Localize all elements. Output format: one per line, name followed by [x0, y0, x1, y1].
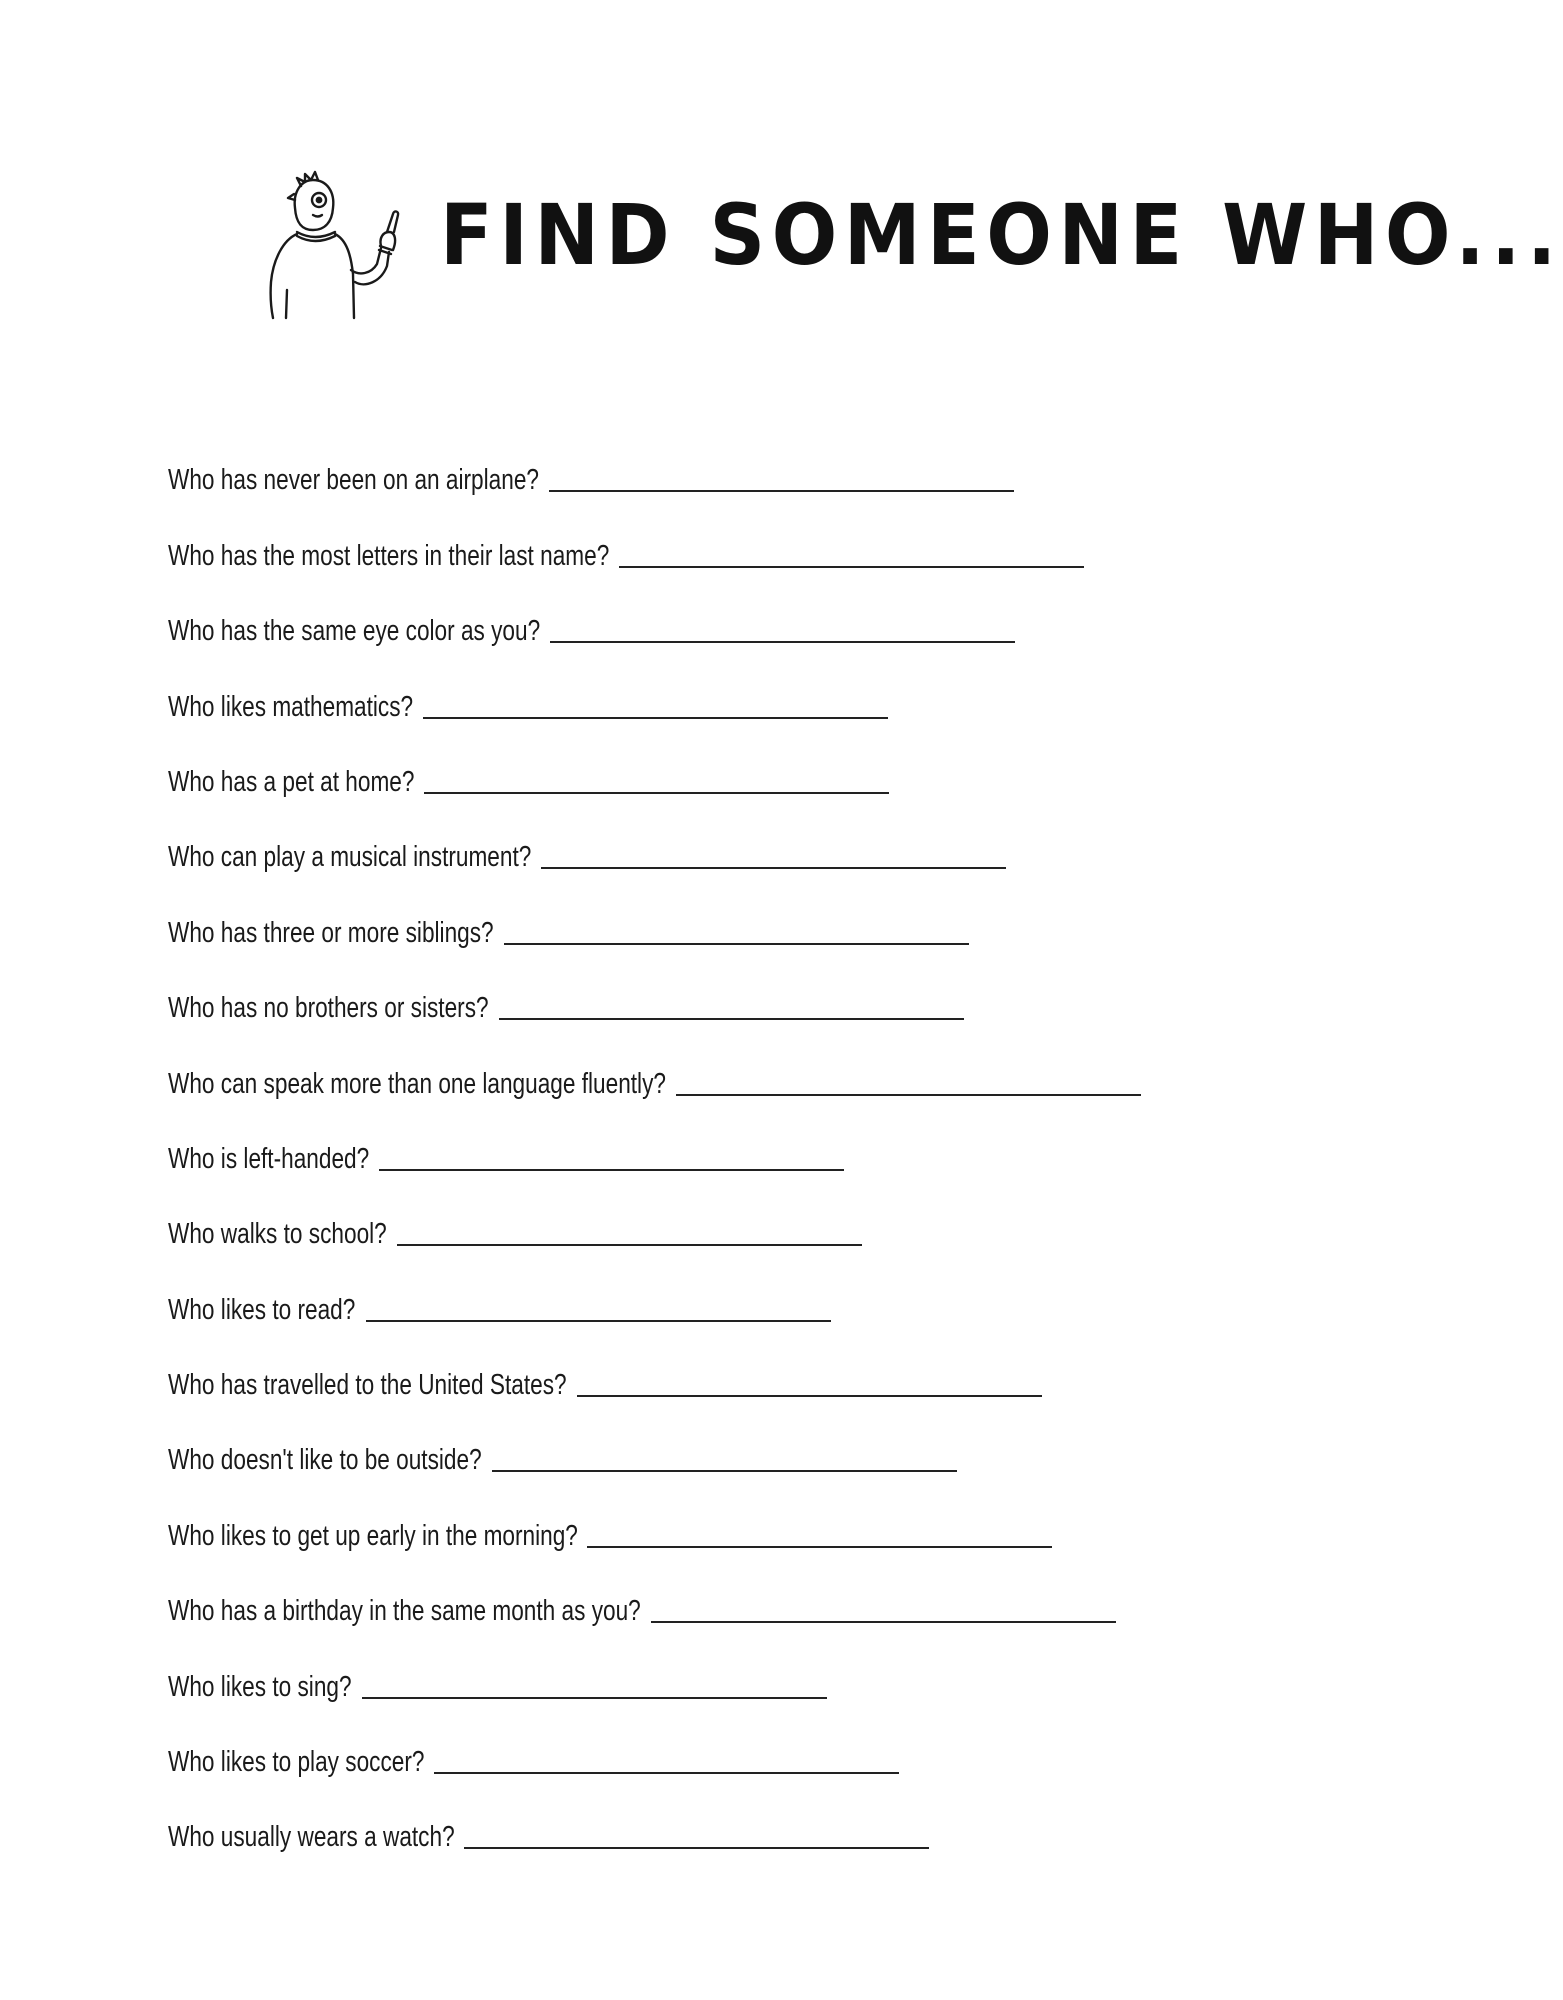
question-item	[168, 1405, 1141, 1480]
question-text: Who can speak more than one language fluently?	[168, 1067, 666, 1100]
header	[0, 170, 1563, 330]
question-item	[168, 1556, 1141, 1631]
question-text: Who has three or more siblings?	[168, 916, 494, 949]
answer-line[interactable]	[397, 1244, 862, 1246]
question-text: Who is left-handed?	[168, 1142, 370, 1175]
question-item	[168, 651, 1141, 726]
answer-line[interactable]	[676, 1094, 1141, 1096]
question-item	[168, 802, 1141, 877]
question-text: Who likes to get up early in the morning?	[168, 1519, 578, 1552]
question-item	[168, 1707, 1141, 1782]
answer-line[interactable]	[492, 1470, 957, 1472]
answer-line[interactable]	[549, 490, 1014, 492]
question-text: Who likes mathematics?	[168, 690, 414, 723]
question-text: Who can play a musical instrument?	[168, 841, 532, 874]
answer-line[interactable]	[423, 717, 888, 719]
page-title: FIND SOMEONE WHO...	[440, 186, 1563, 284]
question-item	[168, 1330, 1141, 1405]
question-text: Who has the most letters in their last name?	[168, 539, 610, 572]
question-text: Who has a pet at home?	[168, 765, 415, 798]
answer-line[interactable]	[587, 1546, 1052, 1548]
question-item	[168, 1028, 1141, 1103]
answer-line[interactable]	[464, 1847, 929, 1849]
question-text: Who has never been on an airplane?	[168, 464, 539, 497]
answer-line[interactable]	[651, 1621, 1116, 1623]
question-item	[168, 576, 1141, 651]
question-item	[168, 1782, 1141, 1857]
answer-line[interactable]	[577, 1395, 1042, 1397]
question-text: Who has travelled to the United States?	[168, 1369, 567, 1402]
question-item	[168, 877, 1141, 952]
answer-line[interactable]	[424, 792, 889, 794]
question-text: Who has no brothers or sisters?	[168, 992, 489, 1025]
question-item	[168, 727, 1141, 802]
answer-line[interactable]	[541, 867, 1006, 869]
question-text: Who has the same eye color as you?	[168, 615, 541, 648]
question-item	[168, 425, 1141, 500]
question-item	[168, 500, 1141, 575]
question-text: Who doesn't like to be outside?	[168, 1444, 482, 1477]
question-text: Who likes to read?	[168, 1293, 356, 1326]
answer-line[interactable]	[619, 566, 1084, 568]
question-text: Who likes to sing?	[168, 1670, 352, 1703]
question-item	[168, 1104, 1141, 1179]
answer-line[interactable]	[499, 1018, 964, 1020]
answer-line[interactable]	[434, 1772, 899, 1774]
answer-line[interactable]	[379, 1169, 844, 1171]
answer-line[interactable]	[550, 641, 1015, 643]
question-item	[168, 953, 1141, 1028]
answer-line[interactable]	[366, 1320, 831, 1322]
question-item	[168, 1254, 1141, 1329]
question-item	[168, 1631, 1141, 1706]
answer-line[interactable]	[362, 1697, 827, 1699]
question-text: Who walks to school?	[168, 1218, 387, 1251]
answer-line[interactable]	[504, 943, 969, 945]
pointing-person-icon	[255, 170, 405, 320]
question-item	[168, 1480, 1141, 1555]
question-item	[168, 1179, 1141, 1254]
question-list	[168, 425, 1141, 1857]
question-text: Who likes to play soccer?	[168, 1746, 425, 1779]
question-text: Who has a birthday in the same month as you?	[168, 1595, 641, 1628]
question-text: Who usually wears a watch?	[168, 1821, 455, 1854]
